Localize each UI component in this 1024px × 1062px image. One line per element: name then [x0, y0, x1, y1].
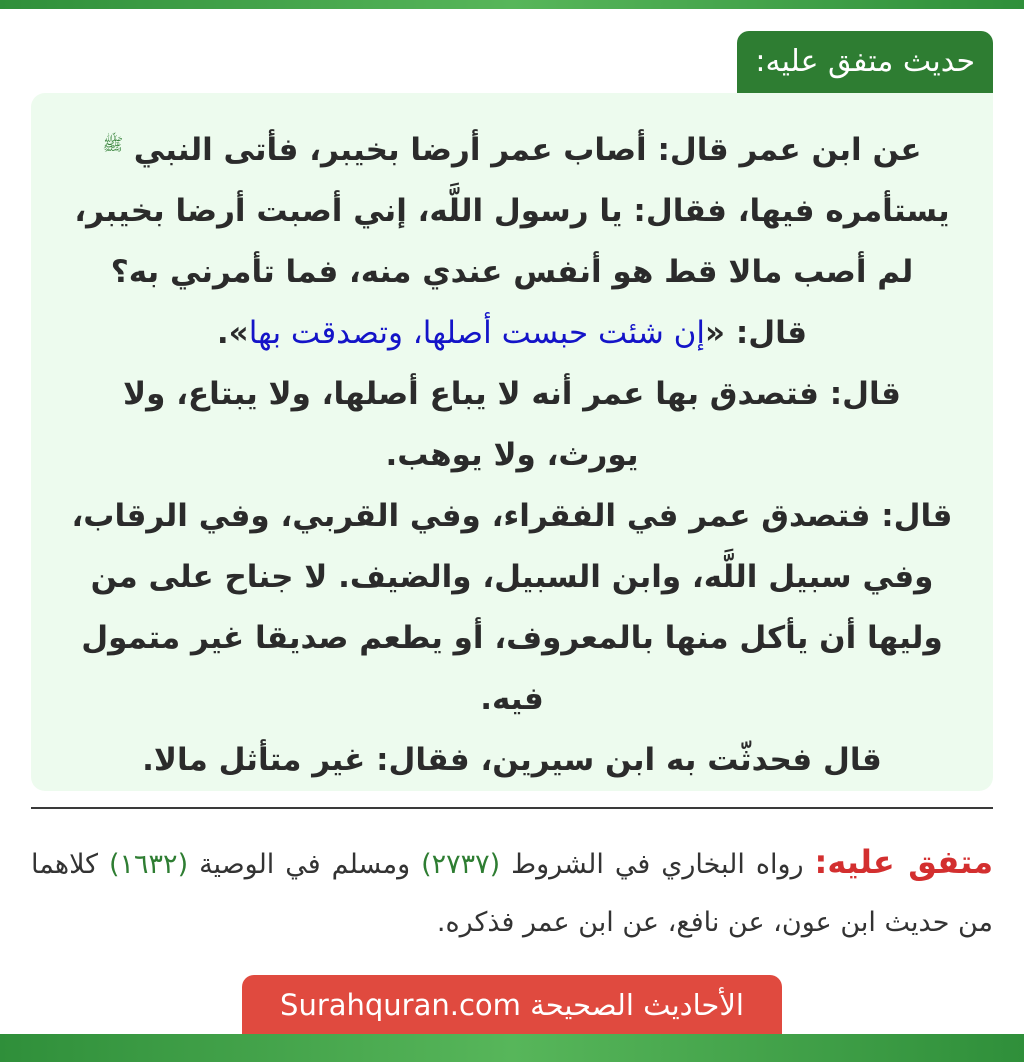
hadith-line: وفي سبيل اللَّه، وابن السبيل، والضيف. لا جناح على من: [90, 559, 934, 595]
hadith-line: قال: فتصدق بها عمر أنه لا يباع أصلها، ولا يبتاع، ولا: [123, 376, 901, 412]
hadith-line: قال: فتصدق عمر في الفقراء، وفي القربي، وفي الرقاب،: [71, 498, 953, 534]
hadith-line: وليها أن يأكل منها بالمعروف، أو يطعم صديقا غير متمول: [81, 620, 943, 656]
muslim-number: (١٦٣٢): [109, 849, 189, 880]
hadith-line: قال فحدثّت به ابن سيرين، فقال: غير متأثل مالا.: [142, 742, 882, 778]
section-divider: [31, 807, 993, 809]
source-citation: [31, 833, 993, 952]
quote-suffix: ».: [216, 315, 249, 351]
quote-prefix: قال: «: [705, 315, 808, 351]
hadith-line: [53, 115, 971, 181]
hadith-text: عن ابن عمر قال: أصاب عمر أرضا بخيبر، فأتى النبي: [133, 132, 922, 168]
bottom-accent-bar: [0, 1034, 1024, 1062]
hadith-line: فيه.: [480, 681, 544, 717]
hadith-line: لم أصب مالا قط هو أنفس عندي منه، فما تأمرني به؟: [110, 254, 914, 290]
citation-text: رواه البخاري في الشروط: [500, 849, 815, 880]
hadith-type-badge: حديث متفق عليه:: [737, 31, 993, 93]
prophet-quote: إن شئت حبست أصلها، وتصدقت بها: [248, 315, 706, 351]
citation-text: ومسلم في الوصية: [188, 849, 422, 880]
citation-text: كلاهما من حديث ابن عون، عن نافع، عن ابن عمر فذكره.: [31, 849, 993, 938]
hadith-line: يستأمره فيها، فقال: يا رسول اللَّه، إني أصبت أرضا بخيبر،: [74, 193, 950, 229]
hadith-line: يورث، ولا يوهب.: [385, 437, 639, 473]
top-accent-bar: [0, 0, 1024, 9]
citation-label: متفق عليه:: [814, 843, 993, 881]
hadith-line: [53, 303, 971, 364]
bukhari-number: (٢٧٣٧): [421, 849, 501, 880]
site-link-badge[interactable]: الأحاديث الصحيحة Surahquran.com: [242, 975, 782, 1036]
honorific-glyph: ﷺ: [102, 135, 123, 155]
hadith-text-box: [31, 93, 993, 791]
